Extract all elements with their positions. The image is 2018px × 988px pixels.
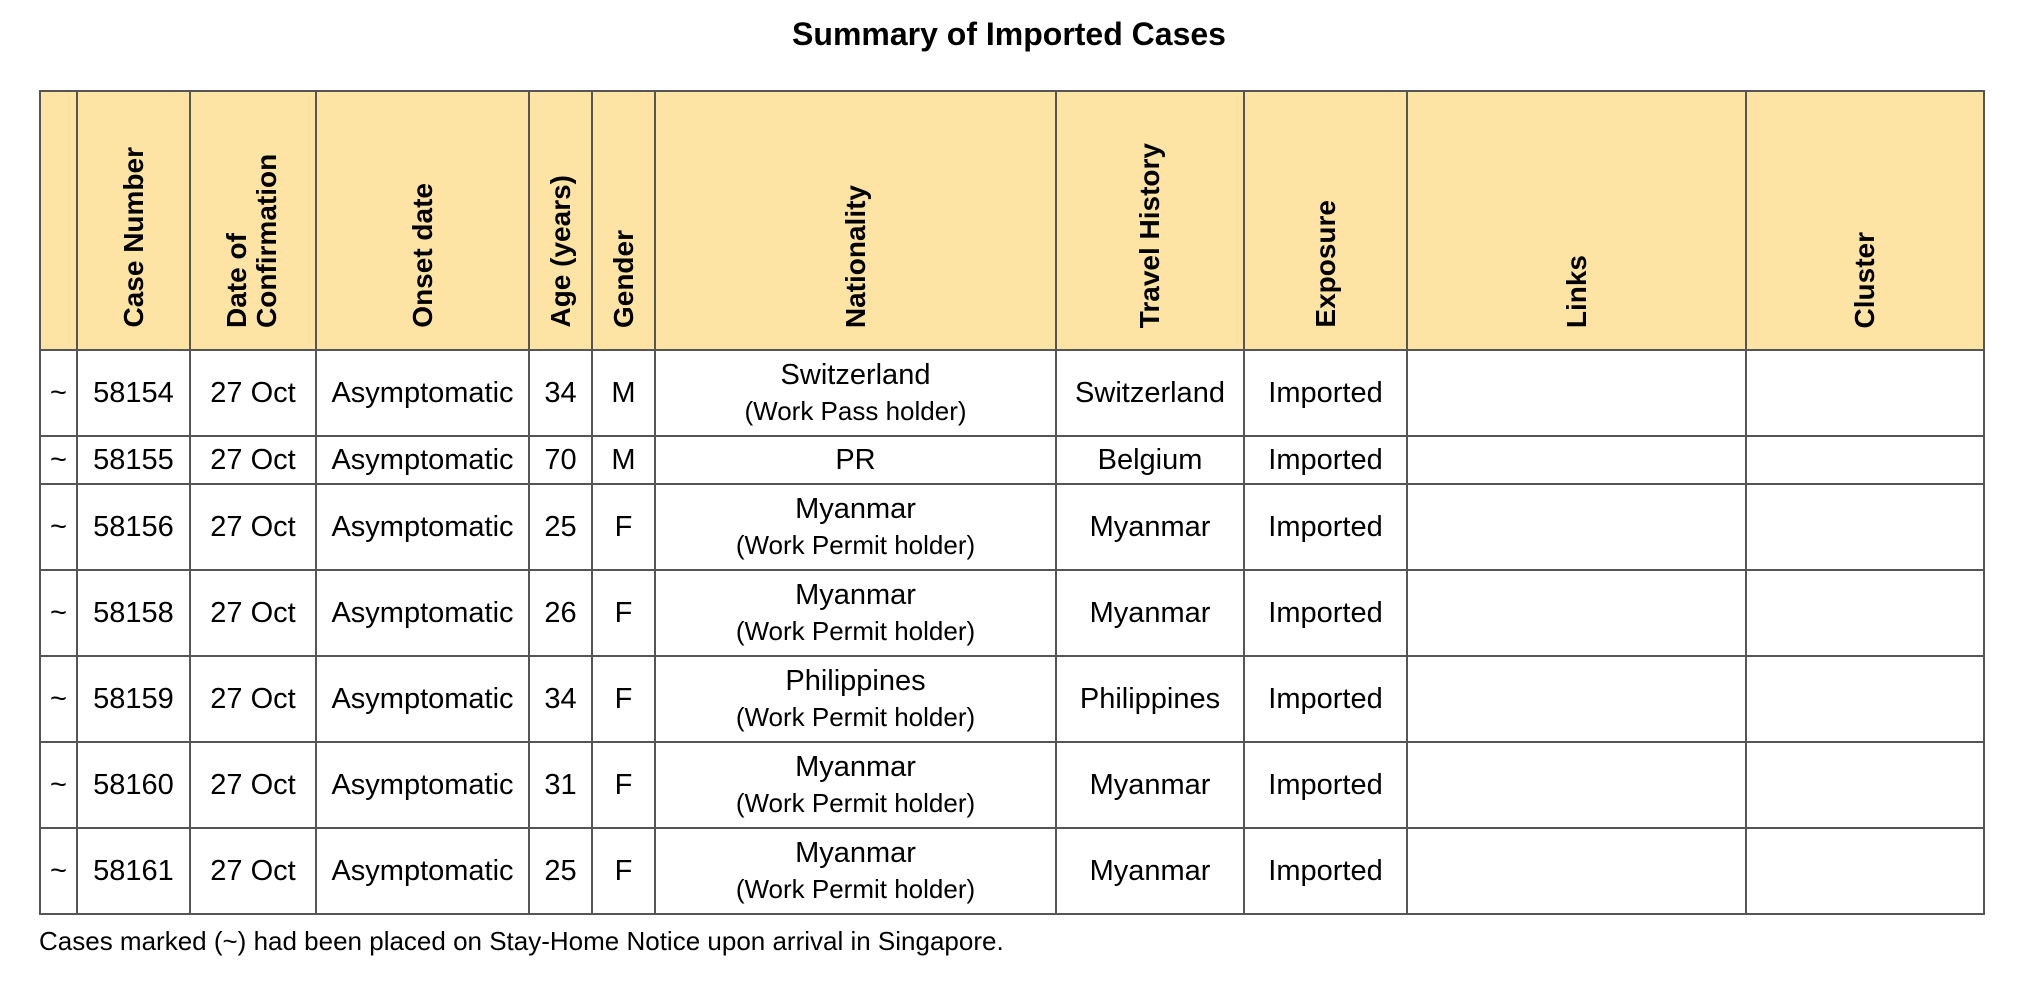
- cell-onset: Asymptomatic: [316, 436, 529, 484]
- cell-date: 27 Oct: [190, 350, 316, 436]
- header-onset-date: Onset date: [316, 91, 529, 350]
- cell-gender: M: [592, 350, 655, 436]
- cell-cluster: [1746, 828, 1984, 914]
- cell-nationality: Myanmar (Work Permit holder): [655, 484, 1056, 570]
- cell-onset: Asymptomatic: [316, 350, 529, 436]
- header-nationality: Nationality: [655, 91, 1056, 350]
- cell-travel-history: Myanmar: [1056, 828, 1244, 914]
- header-row: [40, 91, 1984, 350]
- cell-case-number: 58155: [77, 436, 190, 484]
- cell-date: 27 Oct: [190, 742, 316, 828]
- cell-age: 70: [529, 436, 592, 484]
- footnote: Cases marked (~) had been placed on Stay-Home Notice upon arrival in Singapore.: [39, 926, 1004, 956]
- cell-marker: ~: [40, 436, 77, 484]
- cell-links: [1407, 656, 1746, 742]
- cell-exposure: Imported: [1244, 656, 1407, 742]
- cell-marker: ~: [40, 484, 77, 570]
- cell-exposure: Imported: [1244, 570, 1407, 656]
- table-row: [40, 436, 1984, 484]
- header-date-of-confirmation: Date of Confirmation: [190, 91, 316, 350]
- cell-cluster: [1746, 484, 1984, 570]
- cell-gender: M: [592, 436, 655, 484]
- cell-nationality: PR: [655, 436, 1056, 484]
- cell-case-number: 58159: [77, 656, 190, 742]
- cell-cluster: [1746, 742, 1984, 828]
- cell-links: [1407, 436, 1746, 484]
- cell-exposure: Imported: [1244, 484, 1407, 570]
- cell-date: 27 Oct: [190, 828, 316, 914]
- cell-marker: ~: [40, 828, 77, 914]
- cell-marker: ~: [40, 350, 77, 436]
- cell-exposure: Imported: [1244, 828, 1407, 914]
- table-row: [40, 828, 1984, 914]
- cell-onset: Asymptomatic: [316, 484, 529, 570]
- cell-cluster: [1746, 436, 1984, 484]
- cell-travel-history: Philippines: [1056, 656, 1244, 742]
- cell-travel-history: Belgium: [1056, 436, 1244, 484]
- cell-links: [1407, 742, 1746, 828]
- table-row: [40, 570, 1984, 656]
- cell-marker: ~: [40, 656, 77, 742]
- cell-age: 25: [529, 828, 592, 914]
- cell-exposure: Imported: [1244, 436, 1407, 484]
- cell-age: 34: [529, 350, 592, 436]
- cell-date: 27 Oct: [190, 436, 316, 484]
- header-age: Age (years): [529, 91, 592, 350]
- cell-links: [1407, 484, 1746, 570]
- header-travel-history: Travel History: [1056, 91, 1244, 350]
- cell-age: 25: [529, 484, 592, 570]
- header-exposure: Exposure: [1244, 91, 1407, 350]
- imported-cases-table: [39, 90, 1985, 915]
- cell-nationality: Myanmar (Work Permit holder): [655, 742, 1056, 828]
- cell-age: 31: [529, 742, 592, 828]
- cell-case-number: 58156: [77, 484, 190, 570]
- table-row: [40, 350, 1984, 436]
- cell-cluster: [1746, 656, 1984, 742]
- cell-date: 27 Oct: [190, 656, 316, 742]
- cell-links: [1407, 570, 1746, 656]
- cell-exposure: Imported: [1244, 350, 1407, 436]
- cell-date: 27 Oct: [190, 570, 316, 656]
- cell-case-number: 58160: [77, 742, 190, 828]
- cell-marker: ~: [40, 570, 77, 656]
- cell-gender: F: [592, 570, 655, 656]
- cell-onset: Asymptomatic: [316, 742, 529, 828]
- cell-gender: F: [592, 828, 655, 914]
- cell-nationality: Philippines (Work Permit holder): [655, 656, 1056, 742]
- cell-case-number: 58161: [77, 828, 190, 914]
- cell-links: [1407, 350, 1746, 436]
- header-case-number: Case Number: [77, 91, 190, 350]
- cell-nationality: Myanmar (Work Permit holder): [655, 828, 1056, 914]
- cell-travel-history: Myanmar: [1056, 742, 1244, 828]
- cell-onset: Asymptomatic: [316, 570, 529, 656]
- cell-nationality: Switzerland (Work Pass holder): [655, 350, 1056, 436]
- cell-links: [1407, 828, 1746, 914]
- table-row: [40, 656, 1984, 742]
- cell-marker: ~: [40, 742, 77, 828]
- table-row: [40, 742, 1984, 828]
- cell-exposure: Imported: [1244, 742, 1407, 828]
- page-title: Summary of Imported Cases: [792, 16, 1226, 52]
- header-marker: [40, 91, 77, 350]
- header-links: Links: [1407, 91, 1746, 350]
- cell-cluster: [1746, 350, 1984, 436]
- cell-gender: F: [592, 656, 655, 742]
- cell-cluster: [1746, 570, 1984, 656]
- cell-travel-history: Myanmar: [1056, 570, 1244, 656]
- cell-travel-history: Myanmar: [1056, 484, 1244, 570]
- cell-onset: Asymptomatic: [316, 828, 529, 914]
- header-cluster: Cluster: [1746, 91, 1984, 350]
- cell-travel-history: Switzerland: [1056, 350, 1244, 436]
- cell-date: 27 Oct: [190, 484, 316, 570]
- header-gender: Gender: [592, 91, 655, 350]
- cell-case-number: 58158: [77, 570, 190, 656]
- cell-gender: F: [592, 484, 655, 570]
- cell-nationality: Myanmar (Work Permit holder): [655, 570, 1056, 656]
- cell-onset: Asymptomatic: [316, 656, 529, 742]
- cell-age: 34: [529, 656, 592, 742]
- cell-case-number: 58154: [77, 350, 190, 436]
- cell-gender: F: [592, 742, 655, 828]
- table-row: [40, 484, 1984, 570]
- cell-age: 26: [529, 570, 592, 656]
